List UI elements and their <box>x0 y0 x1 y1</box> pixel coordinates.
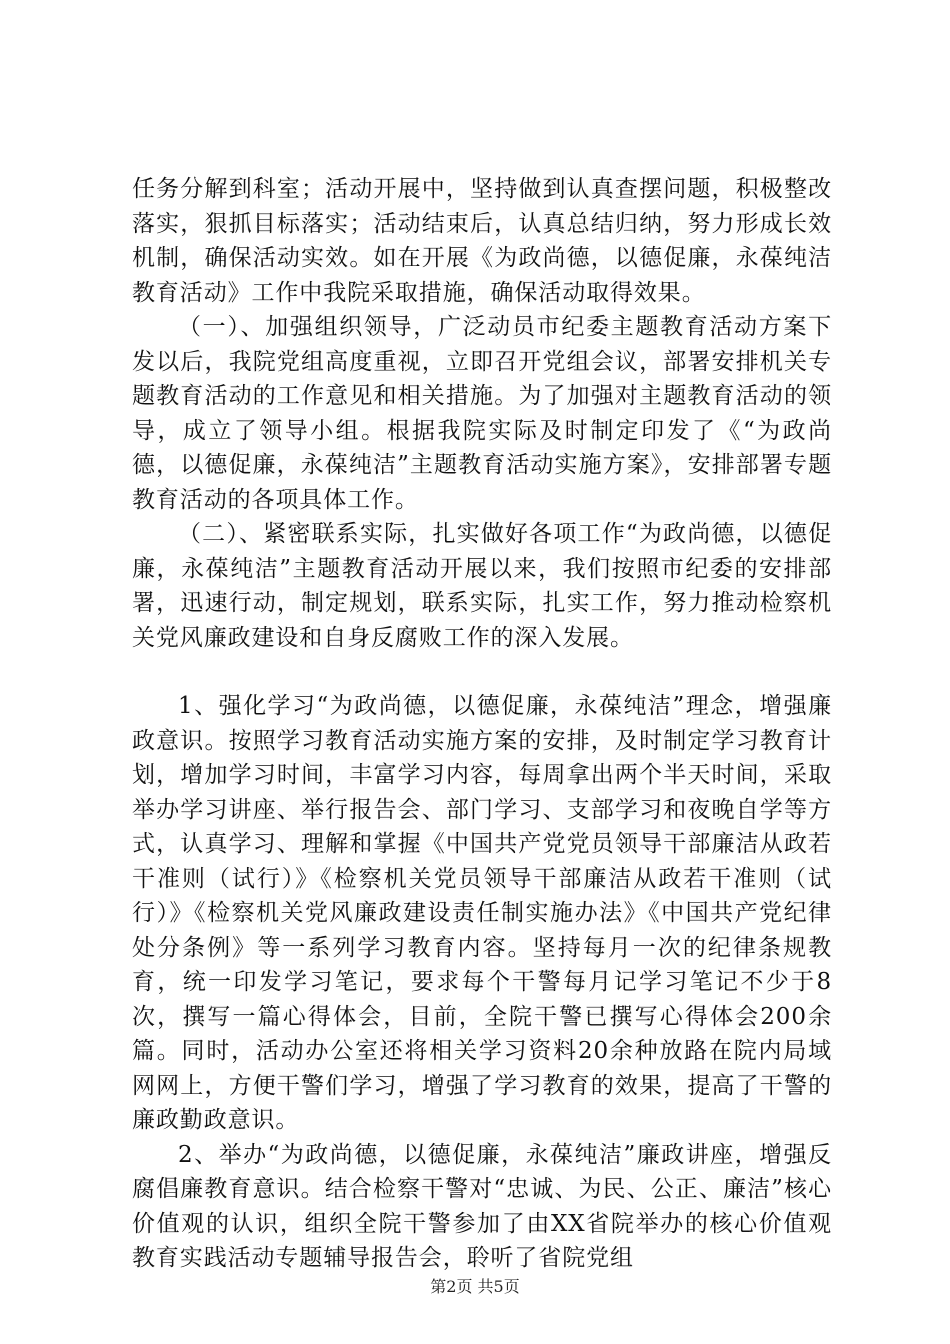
paragraph-item-one: 1、强化学习“为政尚德，以德促廉，永葆纯洁”理念，增强廉政意识。按照学习教育活动实施方案的安排，及时制定学习教育计划，增加学习时间，丰富学习内容，每周拿出两个半天时间，采取举办学习讲座、举行报告会、部门学习、支部学习和夜晚自学等方式，认真学习、理解和掌握《中国共产党党员领导干部廉洁从政若干准则（试行）》《检察机关党员领导干部廉洁从政若干准则（试行）》《检察机关党风廉政建设责任制实施办法》《中国共产党纪律处分条例》等一系列学习教育内容。坚持每月一次的纪律条规教育，统一印发学习笔记，要求每个干警每月记学习笔记不少于8次，撰写一篇心得体会，目前，全院干警已撰写心得体会200余篇。同时，活动办公室还将相关学习资料20余种放路在院内局域网网上，方便干警们学习，增强了学习教育的效果，提高了干警的廉政勤政意识。 <box>132 693 832 1133</box>
paragraph-gap <box>132 655 832 689</box>
paragraph-item-two: 2、举办“为政尚德，以德促廉，永葆纯洁”廉政讲座，增强反腐倡廉教育意识。结合检察干警对“忠诚、为民、公正、廉洁”核心价值观的认识，组织全院干警参加了由XX省院举办的核心价值观教育实践活动专题辅导报告会，聆听了省院党组 <box>132 1141 832 1271</box>
paragraph-continuation: 任务分解到科室；活动开展中，坚持做到认真查摆问题，积极整改落实，狠抓目标落实；活动结束后，认真总结归纳，努力形成长效机制，确保活动实效。如在开展《为政尚德，以德促廉，永葆纯洁教育活动》工作中我院采取措施，确保活动取得效果。 <box>132 176 832 306</box>
paragraph-section-one: （一）、加强组织领导，广泛动员市纪委主题教育活动方案下发以后，我院党组高度重视，立即召开党组会议，部署安排机关专题教育活动的工作意见和相关措施。为了加强对主题教育活动的领导，成立了领导小组。根据我院实际及时制定印发了《“为政尚德，以德促廉，永葆纯洁”主题教育活动实施方案》，安排部署专题教育活动的各项具体工作。 <box>132 314 832 513</box>
page-footer: 第2页 共5页 <box>430 1277 520 1296</box>
document-body <box>132 172 832 1276</box>
paragraph-section-two: （二）、紧密联系实际，扎实做好各项工作“为政尚德，以德促廉，永葆纯洁”主题教育活动开展以来，我们按照市纪委的安排部署，迅速行动，制定规划，联系实际，扎实工作，努力推动检察机关党风廉政建设和自身反腐败工作的深入发展。 <box>132 521 832 651</box>
